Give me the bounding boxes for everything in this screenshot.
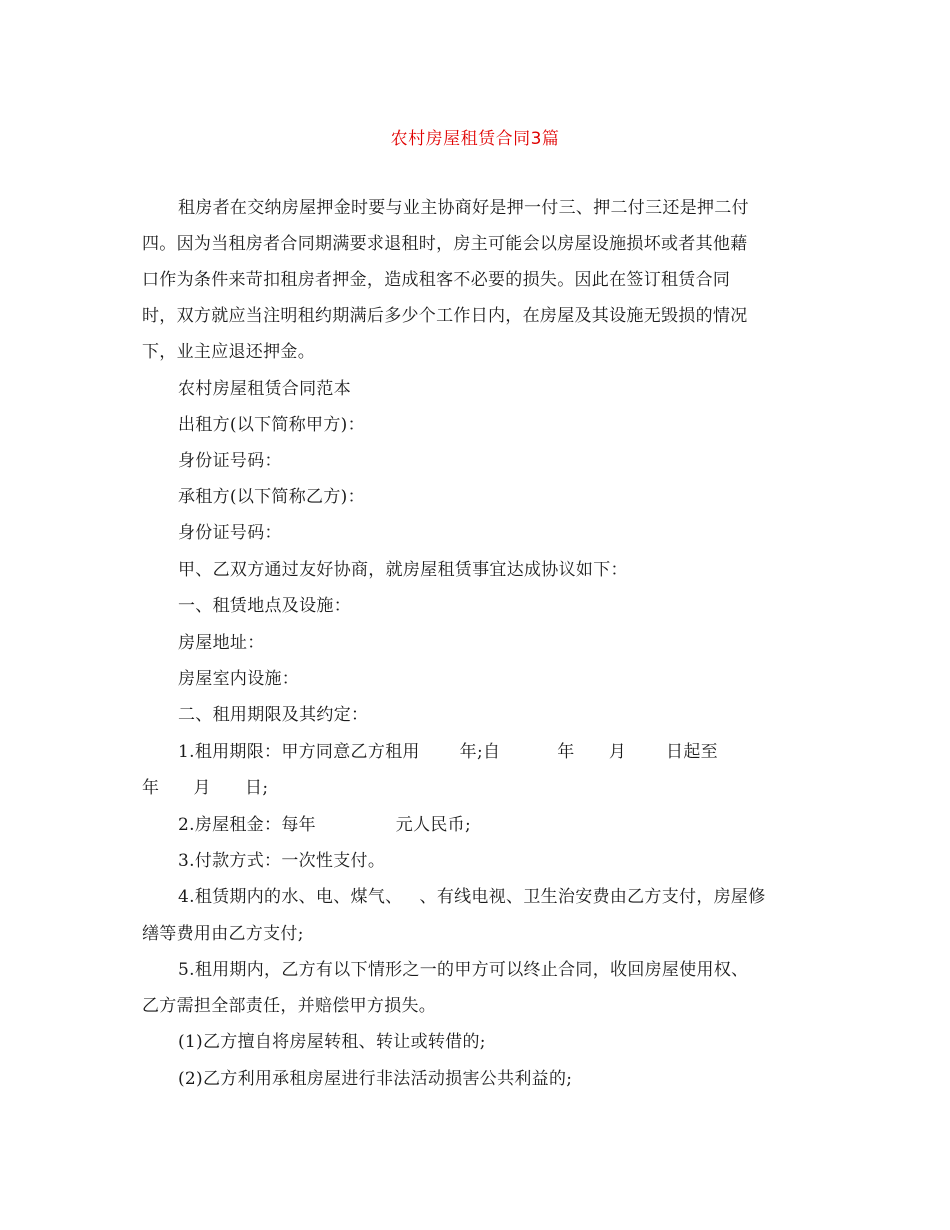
clause-item-cont: 缮等费用由乙方支付; (142, 924, 304, 944)
field-label-address: 房屋地址： (178, 633, 265, 653)
field-label-lessor: 出租方(以下简称甲方)： (178, 415, 365, 435)
paragraph-line: 租房者在交纳房屋押金时要与业主协商好是押一付三、押二付三还是押二付 (178, 198, 749, 218)
paragraph-line: 口作为条件来苛扣租房者押金，造成租客不必要的损失。因此在签订租赁合同 (142, 270, 731, 290)
clause-heading: 二、租用期限及其约定： (178, 705, 369, 725)
clause-item: 2.房屋租金：每年 元人民币; (178, 815, 471, 835)
field-label-lessor-id: 身份证号码： (178, 451, 282, 471)
clause-item: 1.租用期限：甲方同意乙方租用 年;自 年 月 日起至 (178, 742, 718, 762)
clause-item: 5.租用期内，乙方有以下情形之一的甲方可以终止合同，收回房屋使用权、 (178, 960, 749, 980)
clause-item-cont: 年 月 日; (142, 778, 269, 798)
clause-item: 3.付款方式：一次性支付。 (178, 851, 386, 871)
sub-clause: (1)乙方擅自将房屋转租、转让或转借的; (178, 1032, 486, 1052)
field-label-lessee-id: 身份证号码： (178, 523, 282, 543)
clause-item: 4.租赁期内的水、电、煤气、 、有线电视、卫生治安费由乙方支付，房屋修 (178, 887, 766, 907)
field-label-facilities: 房屋室内设施： (178, 669, 300, 689)
clause-heading: 一、租赁地点及设施： (178, 596, 351, 616)
paragraph-line: 甲、乙双方通过友好协商，就房屋租赁事宜达成协议如下： (178, 560, 628, 580)
field-label-lessee: 承租方(以下简称乙方)： (178, 487, 365, 507)
clause-item-cont: 乙方需担全部责任，并赔偿甲方损失。 (142, 996, 437, 1016)
paragraph-line: 下，业主应退还押金。 (142, 342, 315, 362)
document-title: 农村房屋租赁合同3篇 (390, 129, 560, 149)
sub-clause: (2)乙方利用承租房屋进行非法活动损害公共利益的; (178, 1069, 573, 1089)
paragraph-line: 时，双方就应当注明租约期满后多少个工作日内，在房屋及其设施无毁损的情况 (142, 306, 748, 326)
section-heading: 农村房屋租赁合同范本 (178, 379, 351, 399)
paragraph-line: 四。因为当租房者合同期满要求退租时，房主可能会以房屋设施损坏或者其他藉 (142, 234, 748, 254)
